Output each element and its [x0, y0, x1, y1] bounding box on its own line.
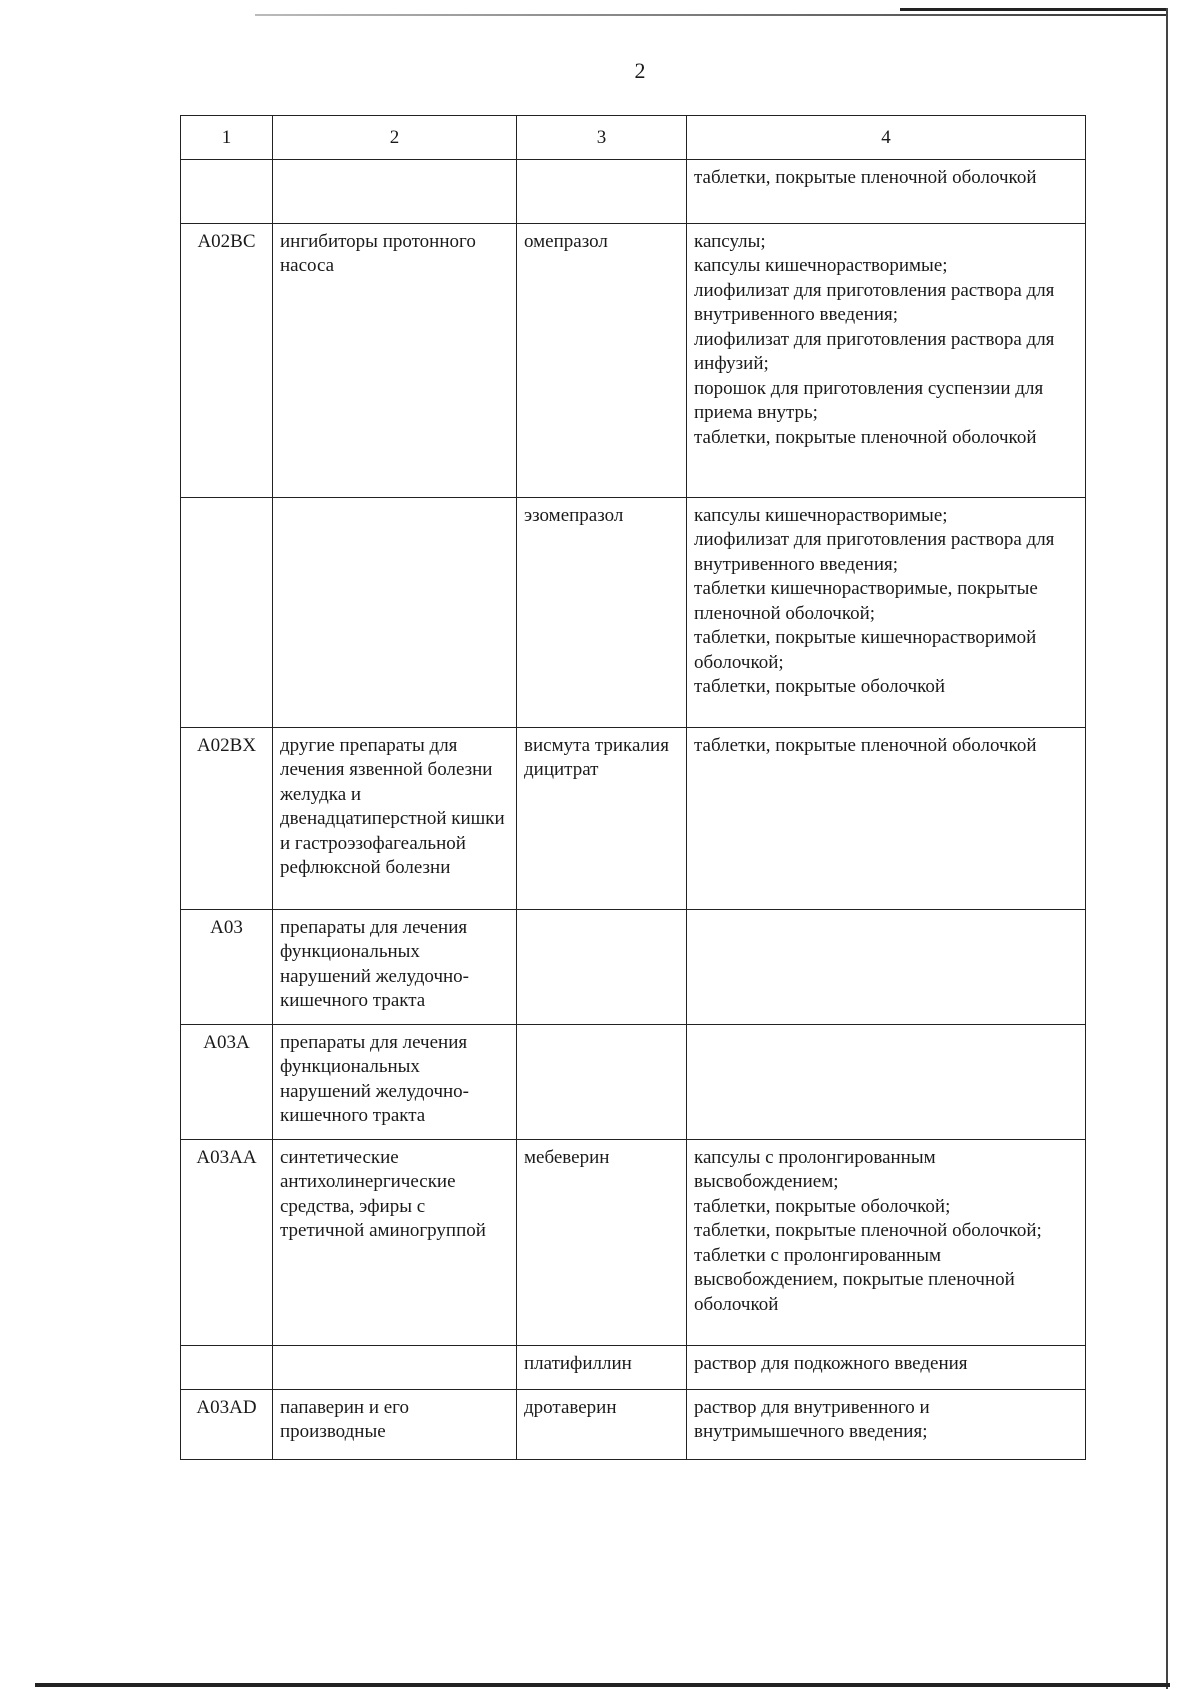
- table-header-row: [181, 116, 1086, 160]
- drug-table: [180, 115, 1086, 1460]
- dosage-forms-cell: [687, 497, 1086, 727]
- atc-code-cell: [181, 1345, 273, 1389]
- dosage-form: лиофилизат для приготовления раствора для внутривенного введения;: [694, 529, 1055, 575]
- dosage-form: таблетки, покрытые кишечнорастворимой оболочкой;: [694, 627, 1037, 673]
- dosage-form: таблетки, покрытые пленочной оболочкой: [694, 426, 1037, 448]
- dosage-form: лиофилизат для приготовления раствора для инфузий;: [694, 328, 1055, 374]
- drug-name-cell: мебеверин: [517, 1139, 687, 1345]
- dosage-form: капсулы кишечнорастворимые;: [694, 504, 948, 526]
- table-row: [181, 223, 1086, 497]
- dosage-form: раствор для подкожного введения: [694, 1352, 968, 1374]
- dosage-form: таблетки, покрытые оболочкой: [694, 676, 946, 697]
- scan-edge-right: [1166, 8, 1168, 1689]
- table-row: [181, 497, 1086, 727]
- atc-code-cell: A03: [181, 909, 273, 1024]
- atc-code-cell: [181, 159, 273, 223]
- dosage-form: капсулы с пролонгированным высвобождением;: [694, 1146, 936, 1192]
- drug-name-cell: [517, 1024, 687, 1139]
- table-row: [181, 159, 1086, 223]
- group-name-cell: [273, 159, 517, 223]
- drug-name-cell: платифиллин: [517, 1345, 687, 1389]
- column-header: 4: [687, 116, 1086, 160]
- dosage-forms-cell: [687, 1345, 1086, 1389]
- table-row: [181, 727, 1086, 909]
- dosage-forms-cell: [687, 1024, 1086, 1139]
- drug-name-cell: [517, 909, 687, 1024]
- group-name-cell: препараты для лечения функциональных нарушений желудочно-кишечного тракта: [273, 1024, 517, 1139]
- dosage-forms-cell: [687, 727, 1086, 909]
- scan-edge-top-dark: [900, 8, 1168, 11]
- table-row: [181, 1389, 1086, 1459]
- scan-edge-top: [255, 14, 1167, 16]
- dosage-form: капсулы кишечнорастворимые;: [694, 255, 948, 276]
- drug-name-cell: омепразол: [517, 223, 687, 497]
- column-header: 1: [181, 116, 273, 160]
- column-header: 3: [517, 116, 687, 160]
- dosage-form: таблетки кишечнорастворимые, покрытые пленочной оболочкой;: [694, 578, 1038, 624]
- dosage-form: капсулы;: [694, 230, 766, 252]
- atc-code-cell: [181, 497, 273, 727]
- dosage-forms-cell: [687, 223, 1086, 497]
- dosage-form: таблетки, покрытые пленочной оболочкой: [694, 166, 1037, 188]
- drug-name-cell: [517, 159, 687, 223]
- dosage-form: таблетки, покрытые пленочной оболочкой: [694, 734, 1037, 756]
- atc-code-cell: A02BC: [181, 223, 273, 497]
- drug-name-cell: дротаверин: [517, 1389, 687, 1459]
- table-row: [181, 1024, 1086, 1139]
- column-header: 2: [273, 116, 517, 160]
- dosage-form: лиофилизат для приготовления раствора для внутривенного введения;: [694, 279, 1055, 325]
- group-name-cell: другие препараты для лечения язвенной болезни желудка и двенадцатиперстной кишки и гастроэзофагеальной рефлюксной болезни: [273, 727, 517, 909]
- dosage-forms-cell: [687, 1389, 1086, 1459]
- atc-code-cell: A02BX: [181, 727, 273, 909]
- atc-code-cell: A03A: [181, 1024, 273, 1139]
- table-row: [181, 1345, 1086, 1389]
- group-name-cell: синтетические антихолинергические средства, эфиры с третичной аминогруппой: [273, 1139, 517, 1345]
- dosage-forms-cell: [687, 1139, 1086, 1345]
- scan-edge-bottom: [35, 1683, 1170, 1687]
- dosage-forms-cell: [687, 909, 1086, 1024]
- drug-name-cell: висмута трикалия дицитрат: [517, 727, 687, 909]
- drug-name-cell: эзомепразол: [517, 497, 687, 727]
- group-name-cell: [273, 1345, 517, 1389]
- group-name-cell: папаверин и его производные: [273, 1389, 517, 1459]
- table-row: [181, 909, 1086, 1024]
- group-name-cell: ингибиторы протонного насоса: [273, 223, 517, 497]
- table-body: [181, 159, 1086, 1459]
- dosage-forms-cell: [687, 159, 1086, 223]
- atc-code-cell: A03AA: [181, 1139, 273, 1345]
- group-name-cell: [273, 497, 517, 727]
- dosage-form: раствор для внутривенного и внутримышечного введения;: [694, 1396, 930, 1442]
- dosage-form: таблетки, покрытые оболочкой;: [694, 1195, 951, 1217]
- dosage-form: таблетки с пролонгированным высвобождением, покрытые пленочной оболочкой: [694, 1244, 1015, 1315]
- dosage-form: таблетки, покрытые пленочной оболочкой;: [694, 1220, 1042, 1241]
- page-number: 2: [634, 58, 646, 83]
- table-row: [181, 1139, 1086, 1345]
- dosage-form: порошок для приготовления суспензии для приема внутрь;: [694, 377, 1044, 423]
- group-name-cell: препараты для лечения функциональных нарушений желудочно-кишечного тракта: [273, 909, 517, 1024]
- atc-code-cell: A03AD: [181, 1389, 273, 1459]
